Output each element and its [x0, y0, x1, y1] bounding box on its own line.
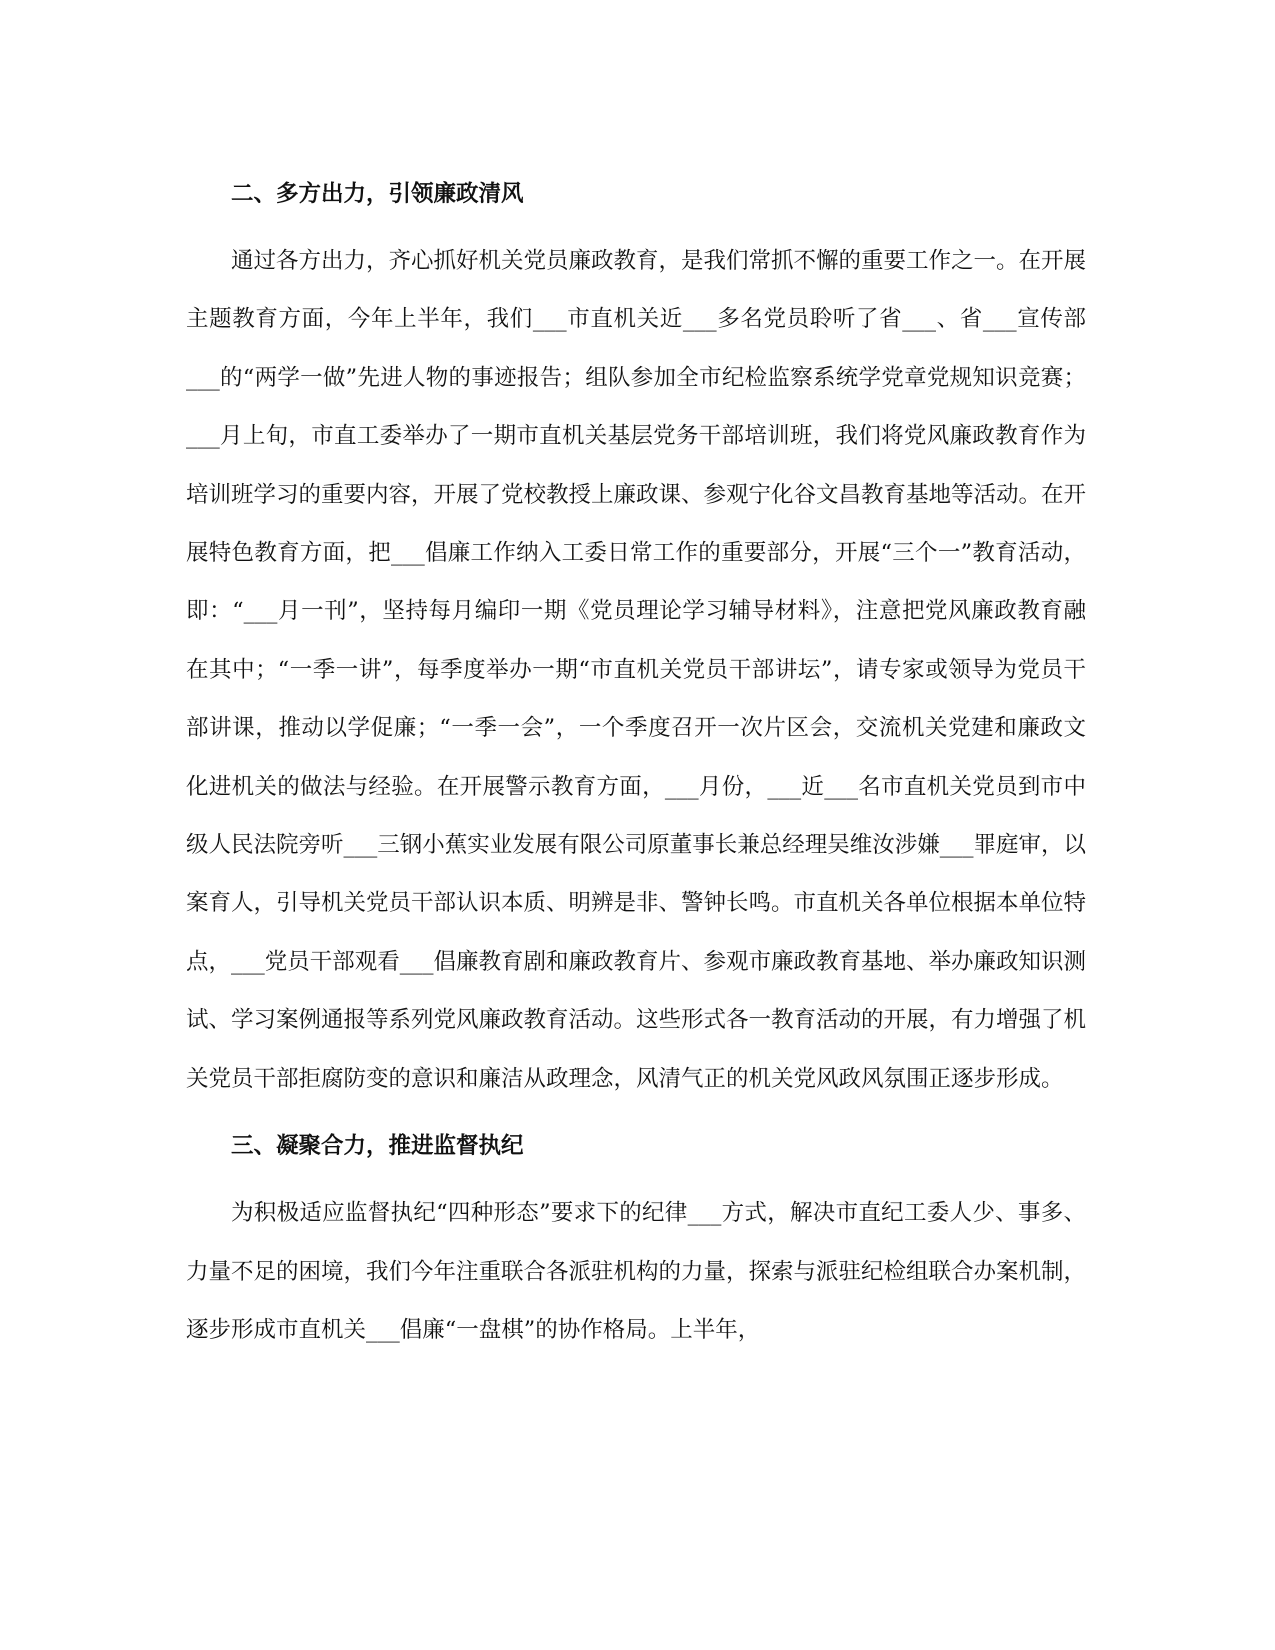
- section-paragraph: 为积极适应监督执纪“四种形态”要求下的纪律___方式，解决市直纪工委人少、事多、力量不足的困境，我们今年注重联合各派驻机构的力量，探索与派驻纪检组联合办案机制，逐步形成市直机关___倡廉“一盘棋”的协作格局。上半年，: [186, 1200, 1087, 1343]
- section-paragraph: 通过各方出力，齐心抓好机关党员廉政教育，是我们常抓不懈的重要工作之一。在开展主题教育方面，今年上半年，我们___市直机关近___多名党员聆听了省___、省___宣传部___的“两学一做”先进人物的事迹报告；组队参加全市纪检监察系统学党章党规知识竞赛；___月上旬，市直工委举办了一期市直机关基层党务干部培训班，我们将党风廉政教育作为培训班学习的重要内容，开展了党校教授上廉政课、参观宁化谷文昌教育基地等活动。在开展特色教育方面，把___倡廉工作纳入工委日常工作的重要部分，开展“三个一”教育活动，即：“___月一刊”，坚持每月编印一期《党员理论学习辅导材料》，注意把党风廉政教育融在其中；“一季一讲”，每季度举办一期“市直机关党员干部讲坛”，请专家或领导为党员干部讲课，推动以学促廉；“一季一会”，一个季度召开一次片区会，交流机关党建和廉政文化进机关的做法与经验。在开展警示教育方面，___月份，___近___名市直机关党员到市中级人民法院旁听___三钢小蕉实业发展有限公司原董事长兼总经理吴维汝涉嫌___罪庭审，以案育人，引导机关党员干部认识本质、明辨是非、警钟长鸣。市直机关各单位根据本单位特点，___党员干部观看___倡廉教育剧和廉政教育片、参观市廉政教育基地、举办廉政知识测试、学习案例通报等系列党风廉政教育活动。这些形式各一教育活动的开展，有力增强了机关党员干部拒腐防变的意识和廉洁从政理念，风清气正的机关党风政风氛围正逐步形成。: [186, 248, 1087, 1092]
- section-heading: 三、凝聚合力，推进监督执纪: [231, 1133, 524, 1160]
- document-body: [186, 165, 1086, 1359]
- section-heading: 二、多方出力，引领廉政清风: [231, 181, 524, 207]
